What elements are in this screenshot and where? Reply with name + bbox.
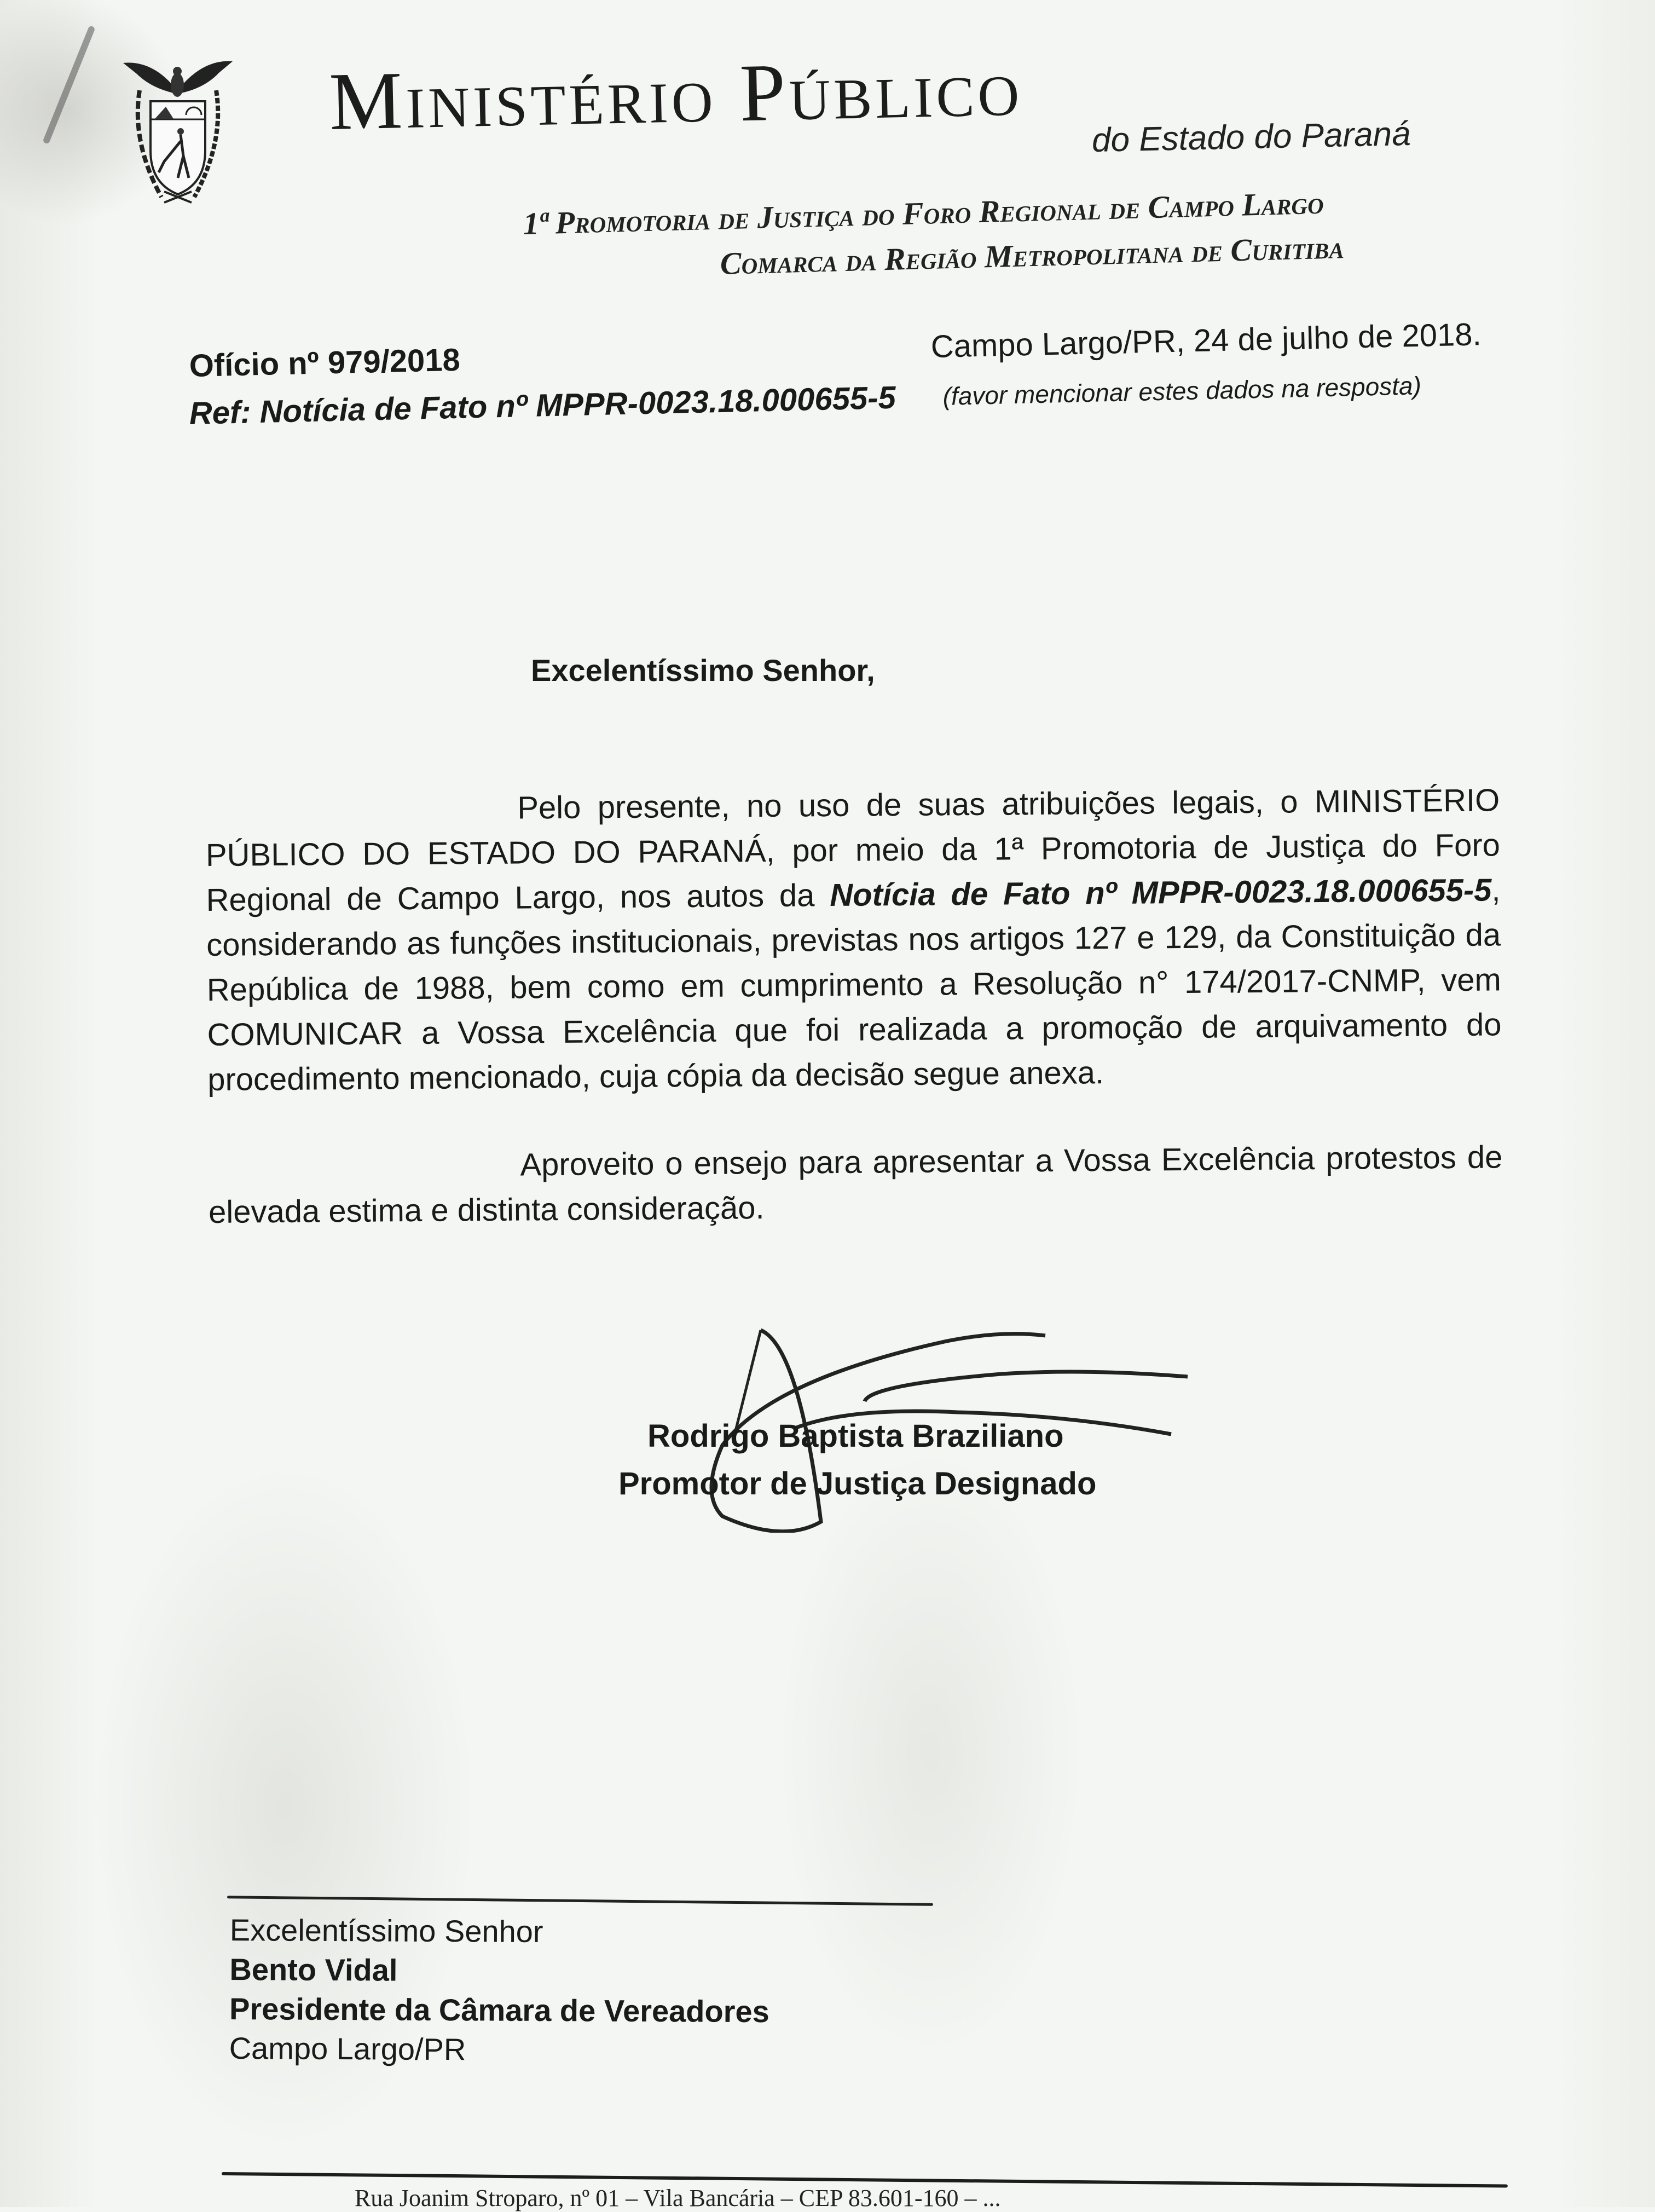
addressee-salutation: Excelentíssimo Senhor — [229, 1913, 543, 1949]
body-text: Pelo presente, no uso de suas atribuições legais, o MINISTÉRIO PÚBLICO DO ESTADO DO PARANÁ, por meio da 1ª Promotoria de Justiça do Foro Regional de Campo Largo, nos autos da — [205, 782, 1501, 918]
parana-coat-of-arms-icon — [112, 55, 244, 213]
letterhead-subtitle: do Estado do Paraná — [1091, 114, 1411, 160]
reply-note: (favor mencionar estes dados na resposta) — [942, 371, 1422, 411]
letter-body — [205, 778, 1503, 1235]
letterhead-unit-line1: 1ª Promotoria de Justiça do Foro Regional de Campo Largo — [523, 184, 1324, 241]
addressee-city: Campo Largo/PR — [229, 2030, 466, 2067]
letterhead-title: Ministério Público — [328, 42, 1023, 147]
signatory-role: Promotor de Justiça Designado — [618, 1466, 1097, 1501]
oficio-number: Ofício nº 979/2018 — [189, 342, 461, 384]
addressee-name: Bento Vidal — [229, 1951, 398, 1988]
letterhead-unit-line2: Comarca da Região Metropolitana de Curitiba — [720, 229, 1345, 281]
footer-address: Rua Joanim Stroparo, nº 01 – Vila Bancária – CEP 83.601-160 – ... — [355, 2185, 1001, 2211]
body-paragraph-2: Aproveito o ensejo para apresentar a Vossa Excelência protestos de elevada estima e distinta consideração. — [208, 1139, 1503, 1230]
addressee-title: Presidente da Câmara de Vereadores — [229, 1991, 769, 2029]
case-reference: Notícia de Fato nº MPPR-0023.18.000655-5 — [829, 872, 1492, 914]
addressee-block — [229, 1910, 769, 2071]
body-text: , considerando as funções institucionais, previstas nos artigos 127 e 129, da Constituição da República de 1988, bem como em cumprimento a Resolução n° 174/2017-CNMP, vem COMUNICAR a Vossa Excelência que foi realizada a promoção de arquivamento do procedimento mencionado, cuja cópia da decisão segue anexa. — [206, 872, 1502, 1098]
place-date: Campo Largo/PR, 24 de julho de 2018. — [930, 316, 1482, 365]
greeting: Excelentíssimo Senhor, — [531, 653, 875, 688]
body-paragraph-1 — [205, 778, 1502, 1102]
signatory-name: Rodrigo Baptista Braziliano — [647, 1418, 1064, 1454]
reference-number: Ref: Notícia de Fato nº MPPR-0023.18.000655-5 — [189, 379, 896, 431]
